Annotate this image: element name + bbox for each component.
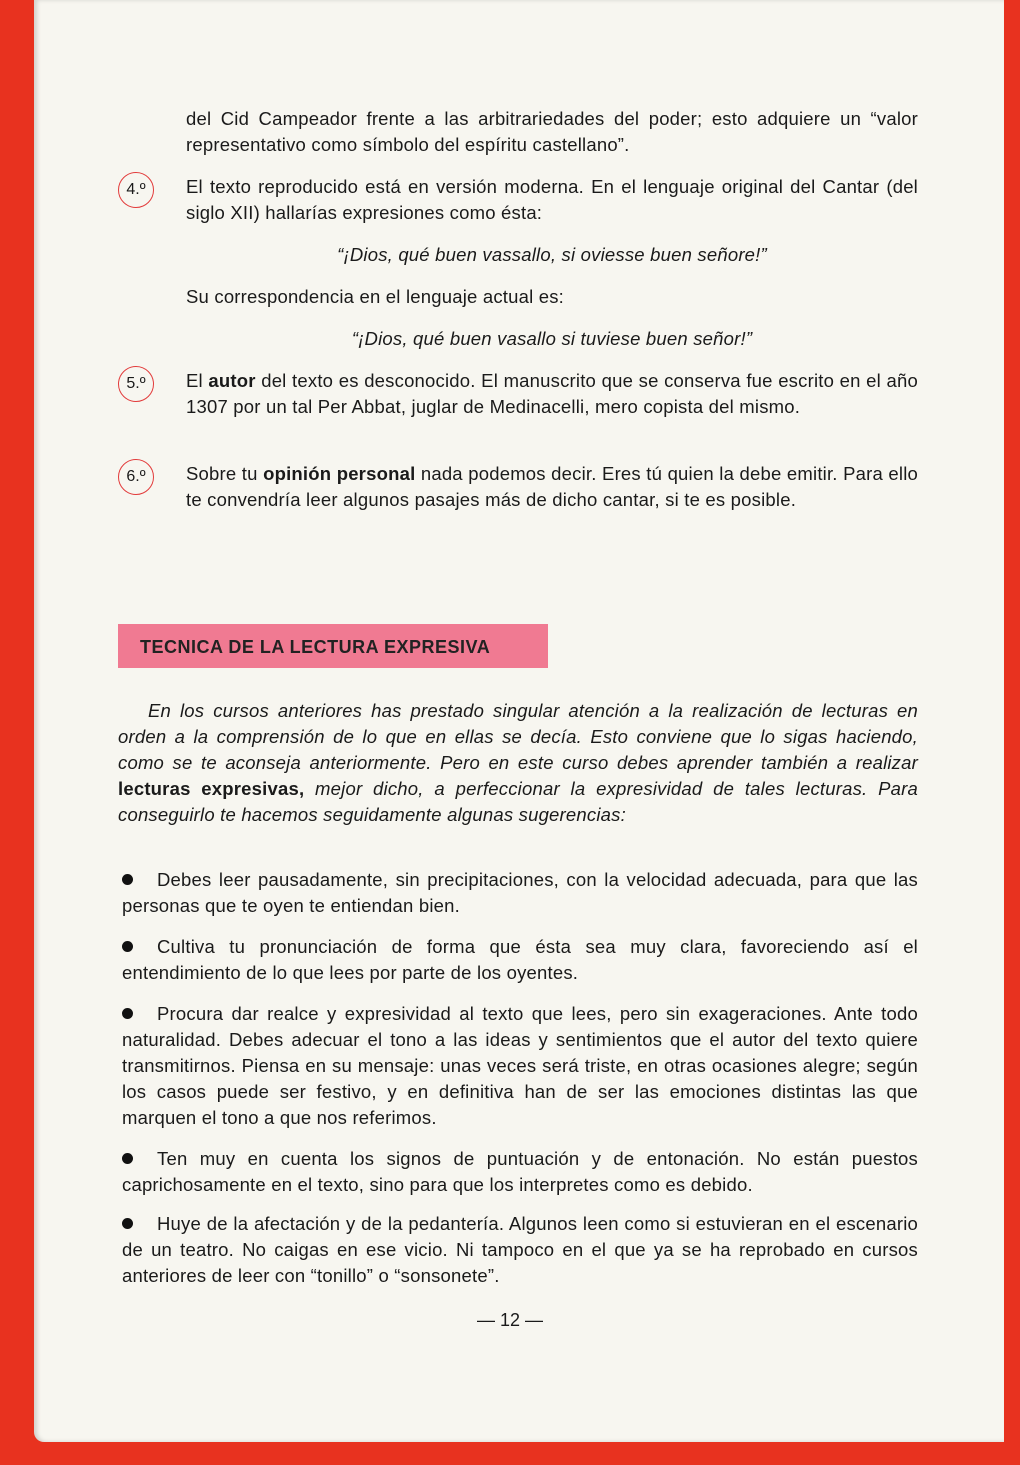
bold-lecturas-expresivas: lecturas expresivas,	[118, 778, 305, 799]
bullet-item: Procura dar realce y expresividad al texto que lees, pero sin exageraciones. Ante todo naturalidad. Debes adecuar el tono a las ideas y sentimientos que el autor del texto quiere transmitirnos. Piensa en su mensaje: unas veces será triste, en otras ocasiones alegre; según los casos puede ser festivo, y en definitiva han de ser las emociones distintas las que marquen el tono a que nos referimos.	[122, 1003, 918, 1128]
page-number: — 12 —	[476, 1310, 544, 1330]
item-number-4: 4.º	[118, 172, 154, 208]
item-4-text: El texto reproducido está en versión moderna. En el lenguaje original del Cantar (del siglo XII) hallarías expresiones como ésta:	[186, 176, 918, 223]
bullet-item: Debes leer pausadamente, sin precipitaciones, con la velocidad adecuada, para que las personas que te oyen te entiendan bien.	[122, 869, 918, 916]
quote-modern: “¡Dios, qué buen vasallo si tuviese buen señor!”	[351, 328, 753, 349]
bullet-item: Huye de la afectación y de la pedantería. Algunos leen como si estuvieran en el escenario de un teatro. No caigas en ese vicio. Ni tampoco en el que ya se ha reprobado en cursos anteriores de leer con “tonillo” o “sonsonete”.	[122, 1213, 918, 1286]
intro-paragraph: En los cursos anteriores has prestado singular atención a la realización de lecturas en orden a la comprensión de lo que en ellas se decía. Esto conviene que lo sigas haciendo, como se te aconseja anteriormente. Pero en este curso debes aprender también a realizar lecturas expresivas, mejor dicho, a perfeccionar la expresividad de tales lecturas. Para conseguirlo te hacemos seguidamente algunas sugerencias:	[118, 700, 918, 825]
item-number-6: 6.º	[118, 459, 154, 495]
bold-autor: autor	[208, 370, 256, 391]
item-number-5: 5.º	[118, 366, 154, 402]
bullet-icon	[122, 1153, 133, 1164]
bold-opinion: opinión personal	[263, 463, 416, 484]
bullet-icon	[122, 1218, 133, 1229]
quote-original: “¡Dios, qué buen vassallo, si oviesse buen señore!”	[337, 244, 767, 265]
bullet-icon	[122, 874, 133, 885]
bullet-item: Ten muy en cuenta los signos de puntuación y de entonación. No están puestos caprichosamente en el texto, sino para que los interpretes como es debido.	[122, 1148, 918, 1195]
item-6-text: Sobre tu opinión personal nada podemos decir. Eres tú quien la debe emitir. Para ello te convendría leer algunos pasajes más de dicho cantar, si te es posible.	[186, 463, 918, 510]
item-5-text: El autor del texto es desconocido. El manuscrito que se conserva fue escrito en el año 1307 por un tal Per Abbat, juglar de Medinacelli, mero copista del mismo.	[186, 370, 918, 417]
section-title-banner: TECNICA DE LA LECTURA EXPRESIVA	[118, 624, 548, 668]
continuation-paragraph: del Cid Campeador frente a las arbitrariedades del poder; esto adquiere un “valor representativo como símbolo del espíritu castellano”.	[186, 108, 918, 155]
correspondence-line: Su correspondencia en el lenguaje actual es:	[186, 286, 565, 307]
bullet-icon	[122, 941, 133, 952]
bullet-item: Cultiva tu pronunciación de forma que ésta sea muy clara, favoreciendo así el entendimiento de lo que lees por parte de los oyentes.	[122, 936, 918, 983]
bullet-icon	[122, 1008, 133, 1019]
